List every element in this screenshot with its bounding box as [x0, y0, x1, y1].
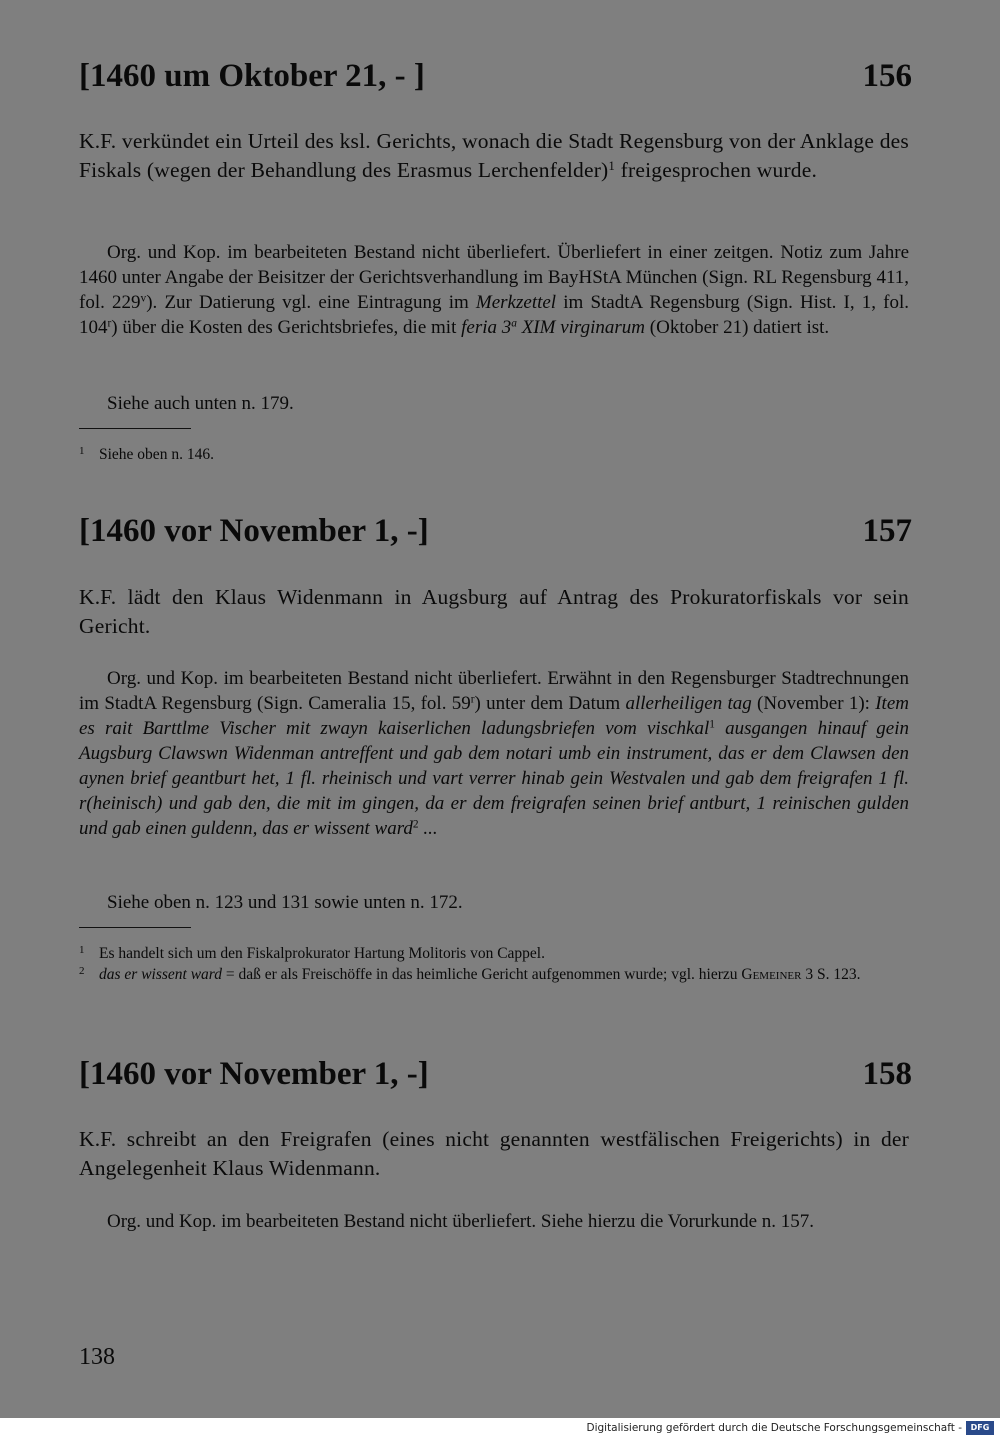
entry-157-footnote-2: 2 das er wissent ward = daß er als Freischöffe in das heimliche Gericht aufgenommen wurde; vgl. hierzu Gemeiner 3 S. 123. [79, 965, 861, 983]
entry-date-heading: [1460 vor November 1, -] [79, 513, 429, 549]
entry-156-see-also: Siehe auch unten n. 179. [107, 393, 294, 414]
dfg-logo: DFG [966, 1421, 994, 1435]
entry-156-heading [79, 58, 912, 94]
entry-158-note: Org. und Kop. im bearbeiteten Bestand nicht überliefert. Siehe hierzu die Vorurkunde n. 157. [107, 1211, 815, 1232]
entry-158-summary: K.F. schreibt an den Freigrafen (eines nicht genannten westfälischen Freigerichts) in der Angelegenheit Klaus Widenmann. [79, 1127, 909, 1180]
footnote-divider [79, 927, 191, 928]
entry-157-note: Org. und Kop. im bearbeiteten Bestand nicht überliefert. Erwähnt in den Regensburger Stadtrechnungen im StadtA Regensburg (Sign. Cameralia 15, fol. 59$^r$) unter dem Datum allerheiligen tag (November 1): Item es rait Barttlme Vischer mit zwayn kaiserlichen ladungsbriefen vom vischkal$^1$ ausgangen hinauf gein Augsburg Clawswn Widenman antreffent und gab dem notari umb ein instrument, das er dem Clawsen den aynen brief geantburt het, 1 fl. rheinisch und vart verrer hinab gein Westvalen und gab dem freigrafen 1 fl. r(heinisch) und gab den, die mit im gingen, da er dem freigrafen seinen brief antburt, 1 reinischen gulden und gab einen guldenn, das er wissent ward$^2$ ... [79, 668, 909, 839]
entry-157-heading [79, 513, 912, 549]
entry-157-see-also: Siehe oben n. 123 und 131 sowie unten n. 172. [107, 892, 463, 913]
entry-number: 158 [862, 1056, 912, 1092]
entry-number: 157 [862, 513, 912, 549]
entry-number: 156 [862, 58, 912, 94]
footnote-divider [79, 428, 191, 429]
entry-158-heading [79, 1056, 912, 1092]
entry-date-heading: [1460 um Oktober 21, - ] [79, 58, 425, 94]
entry-157-summary: K.F. lädt den Klaus Widenmann in Augsburg auf Antrag des Prokuratorfiskals vor sein Gericht. [79, 585, 909, 638]
entry-date-heading: [1460 vor November 1, -] [79, 1056, 429, 1092]
entry-156-note: Org. und Kop. im bearbeiteten Bestand nicht überliefert. Überliefert in einer zeitgen. Notiz zum Jahre 1460 unter Angabe der Beisitzer der Gerichtsverhandlung im BayHStA München (Sign. RL Regensburg 411, fol. 229$^v$). Zur Datierung vgl. eine Eintragung im Merkzettel im StadtA Regensburg (Sign. Hist. I, 1, fol. 104$^r$) über die Kosten des Gerichtsbriefes, die mit feria 3$^a$ XIM virginarum (Oktober 21) datiert ist. [79, 242, 910, 338]
page-number: 138 [79, 1344, 115, 1370]
entry-156-summary: K.F. verkündet ein Urteil des ksl. Gerichts, wonach die Stadt Regensburg von der Anklage des Fiskals (wegen der Behandlung des Erasmus Lerchenfelder)$^1$ freigesprochen wurde. [79, 129, 909, 182]
entry-157-footnote-1: 1 Es handelt sich um den Fiskalprokurator Hartung Molitoris von Cappel. [79, 944, 545, 962]
digitization-footer [0, 1418, 1000, 1439]
funding-credit: Digitalisierung gefördert durch die Deutsche Forschungsgemeinschaft - [586, 1422, 962, 1434]
entry-156-footnote-1: 1 Siehe oben n. 146. [79, 445, 214, 463]
